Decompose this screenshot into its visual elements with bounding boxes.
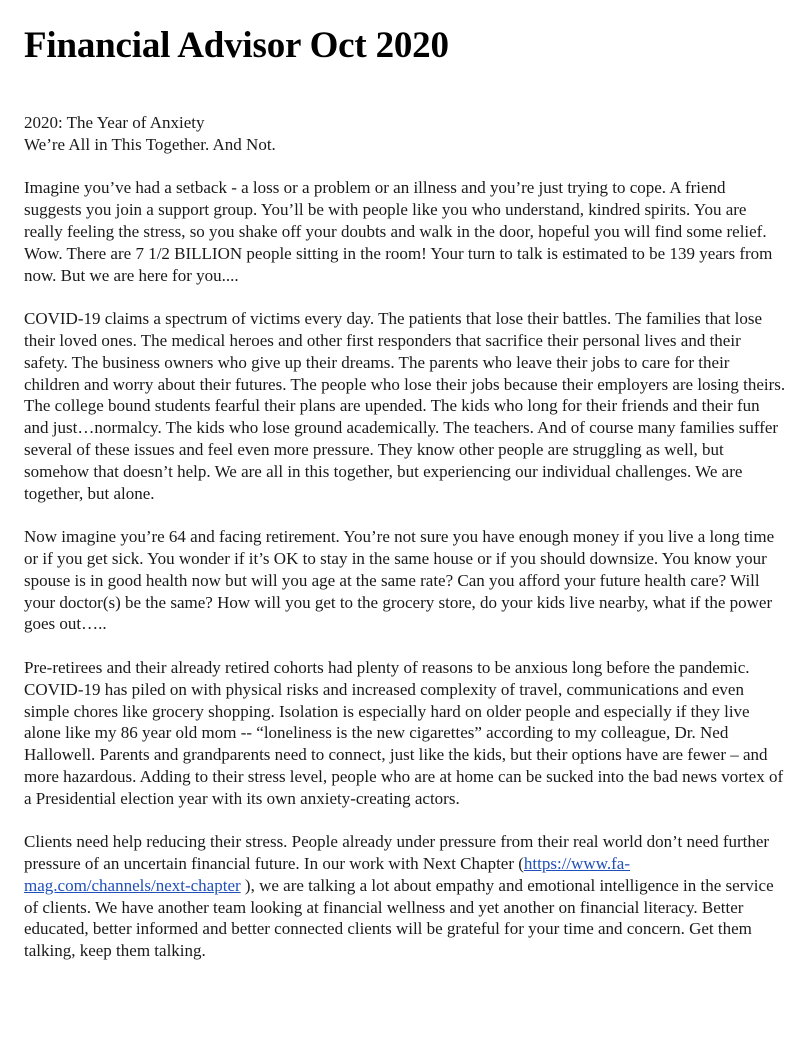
next-chapter-link[interactable]: https://www.fa-mag.com/channels/next-chapter — [24, 854, 630, 895]
document-title: Financial Advisor Oct 2020 — [24, 25, 449, 66]
subtitle-line-1: 2020: The Year of Anxiety — [24, 113, 205, 132]
paragraph-text-after-link: ), we are talking a lot about empathy and emotional intelligence in the service of clients. We have another team looking at financial wellness and yet another on financial literacy. Better educated, better informed and better connected clients will be grateful for your time and concern. Get them talking, keep them talking. — [24, 875, 774, 961]
paragraph-support-group: Imagine you’ve had a setback - a loss or a problem or an illness and you’re just trying to cope. A friend suggests you join a support group. You’ll be with people like you who understand, kindred spirits. You are really feeling the stress, so you shake off your doubts and walk in the door, hopeful you will find some relief. Wow. There are 7 1/2 BILLION people sitting in the room! Your turn to talk is estimated to be 139 years from now. But we are here for you.... — [24, 178, 773, 285]
paragraph-text-before-link: Clients need help reducing their stress. People already under pressure from their real world don’t need further pressure of an uncertain financial future. In our work with Next Chapter ( — [24, 832, 770, 874]
paragraph-pre-retirees: Pre-retirees and their already retired cohorts had plenty of reasons to be anxious long before the pandemic. COVID-19 has piled on with physical risks and increased complexity of travel, communications and even simple chores like grocery shopping. Isolation is especially hard on older people and especially if they live alone like my 86 year old mom -- “loneliness is the new cigarettes” according to my colleague, Dr. Ned Hallowell. Parents and grandparents need to connect, just like the kids, but their options have are fewer – and more hazardous. Adding to their stress level, people who are at home can be sucked into the bad news vortex of a Presidential election year with its own anxiety-creating actors. — [24, 657, 784, 808]
paragraph-covid-victims: COVID-19 claims a spectrum of victims every day. The patients that lose their battles. The families that lose their loved ones. The medical heroes and other first responders that sacrifice their personal lives and their safety. The business owners who give up their dreams. The parents who leave their jobs to care for their children and worry about their futures. The people who lose their jobs because their employers are losing theirs. The college bound students fearful their plans are upended. The kids who long for their friends and their fun and just…normalcy. The kids who lose ground academically. The teachers. And of course many families suffer several of these issues and feel even more pressure. They know other people are struggling as well, but somehow that doesn’t help. We are all in this together, but experiencing our individual challenges. We are together, but alone. — [24, 309, 786, 503]
document-page — [24, 20, 786, 962]
paragraph-retirement: Now imagine you’re 64 and facing retirement. You’re not sure you have enough money if you live a long time or if you get sick. You wonder if it’s OK to stay in the same house or if you should downsize. You know your spouse is in good health now but will you age at the same rate? Can you afford your future health care? Will your doctor(s) be the same? How will you get to the grocery store, do your kids live nearby, what if the power goes out….. — [24, 527, 775, 634]
subtitle-line-2: We’re All in This Together. And Not. — [24, 134, 276, 154]
paragraph-clients-stress — [24, 831, 786, 962]
subtitle-block — [24, 112, 786, 156]
